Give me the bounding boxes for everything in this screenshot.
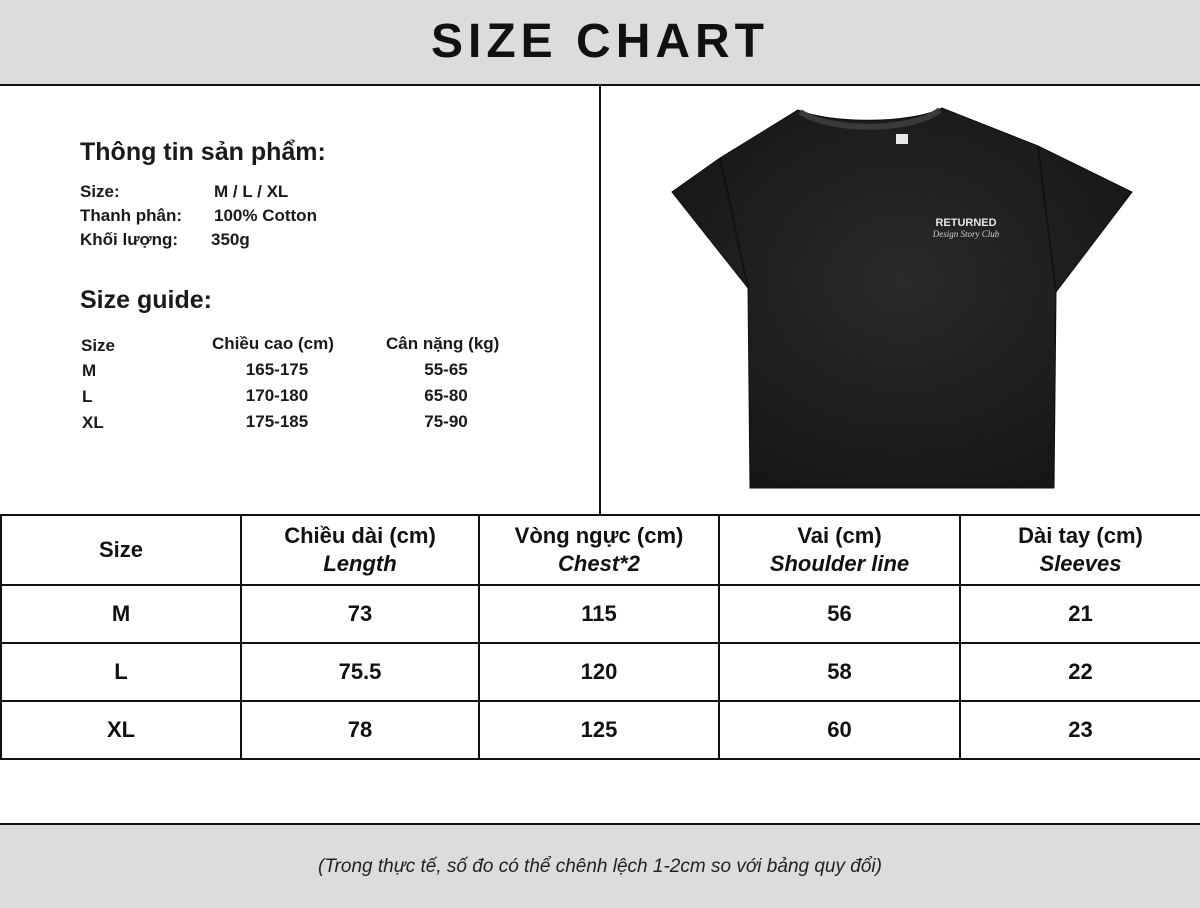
header-sleeves: Dài tay (cm) Sleeves xyxy=(960,515,1200,585)
product-info-heading: Thông tin sản phẩm: xyxy=(80,138,326,166)
table-cell: 73 xyxy=(241,585,479,643)
table-cell: 22 xyxy=(960,643,1200,701)
guide-col-weight: Cân nặng (kg) xyxy=(386,334,500,353)
header-length: Chiều dài (cm) Length xyxy=(241,515,479,585)
table-cell: 21 xyxy=(960,585,1200,643)
guide-size-cell: L xyxy=(82,387,93,406)
footer-note: (Trong thực tế, số đo có thể chênh lệch 1-2cm so với bảng quy đổi) xyxy=(318,856,882,877)
table-cell: XL xyxy=(1,701,241,759)
guide-weight-cell: 65-80 xyxy=(424,386,468,405)
guide-height-cell: 165-175 xyxy=(245,360,309,379)
table-cell: 115 xyxy=(479,585,719,643)
size-table xyxy=(0,514,1200,760)
table-cell: 120 xyxy=(479,643,719,701)
table-cell: 78 xyxy=(241,701,479,759)
info-label-material: Thanh phân: xyxy=(80,206,182,225)
guide-col-height: Chiều cao (cm) xyxy=(212,334,334,353)
table-cell: 125 xyxy=(479,701,719,759)
table-row xyxy=(1,701,1200,759)
info-value-weight: 350g xyxy=(211,230,250,249)
table-row xyxy=(1,643,1200,701)
size-guide-heading: Size guide: xyxy=(80,286,212,314)
table-cell: M xyxy=(1,585,241,643)
section-divider xyxy=(599,86,601,514)
header-chest: Vòng ngực (cm) Chest*2 xyxy=(479,515,719,585)
table-cell: 60 xyxy=(719,701,960,759)
tshirt-image xyxy=(650,100,1140,495)
guide-weight-cell: 75-90 xyxy=(424,412,468,431)
info-label-size: Size: xyxy=(80,182,120,201)
table-cell: L xyxy=(1,643,241,701)
table-header-row xyxy=(1,515,1200,585)
page-title: SIZE CHART xyxy=(431,15,769,68)
guide-size-cell: M xyxy=(82,361,97,380)
guide-height-cell: 170-180 xyxy=(245,386,309,405)
table-cell: 56 xyxy=(719,585,960,643)
table-cell: 75.5 xyxy=(241,643,479,701)
table-cell: 58 xyxy=(719,643,960,701)
header-shoulder: Vai (cm) Shoulder line xyxy=(719,515,960,585)
blank-row xyxy=(0,761,1200,825)
shirt-print-brand: RETURNED xyxy=(935,217,997,229)
table-cell: 23 xyxy=(960,701,1200,759)
guide-size-cell: XL xyxy=(82,413,104,432)
guide-col-size: Size xyxy=(81,336,116,355)
header-size: Size xyxy=(1,515,241,585)
info-value-material: 100% Cotton xyxy=(214,206,317,225)
info-label-weight: Khối lượng: xyxy=(80,230,179,249)
table-row xyxy=(1,585,1200,643)
guide-height-cell: 175-185 xyxy=(245,412,309,431)
shirt-print-script: Design Story Club xyxy=(932,229,1000,239)
guide-weight-cell: 55-65 xyxy=(424,360,468,379)
info-value-size: M / L / XL xyxy=(214,182,289,201)
